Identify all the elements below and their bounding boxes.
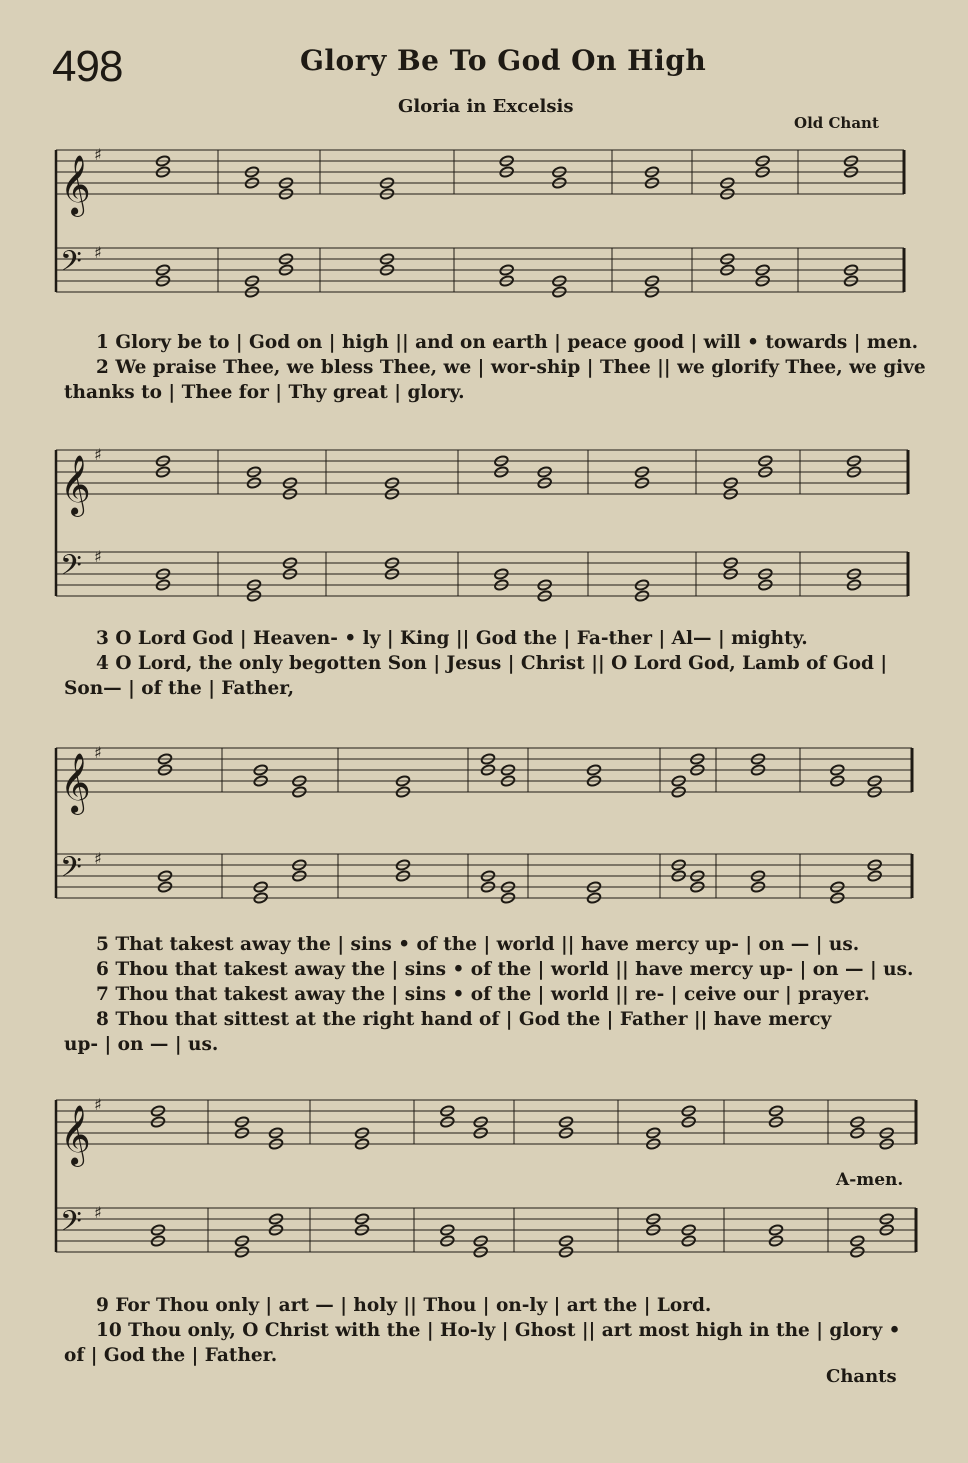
music-system-1: [48, 138, 918, 310]
verse-line: Son— | of the | Father,: [64, 678, 295, 699]
svg-text:♯: ♯: [94, 243, 102, 262]
svg-text:♯: ♯: [94, 743, 102, 762]
music-staff-image: [48, 1090, 928, 1270]
verse-line: up- | on — | us.: [64, 1034, 219, 1055]
verse-block-3: [64, 932, 914, 1057]
verse-block-4: [64, 1293, 914, 1368]
svg-text:♯: ♯: [94, 445, 102, 464]
music-staff-image: [48, 434, 918, 614]
verse-line: 7 Thou that takest away the | sins • of the | world || re- | ceive our | prayer.: [96, 984, 870, 1005]
music-system-3: [48, 734, 918, 916]
music-system-2: [48, 434, 918, 614]
verse-line: thanks to | Thee for | Thy great | glory.: [64, 382, 465, 403]
composer-credit: Old Chant: [794, 114, 879, 132]
verse-line: of | God the | Father.: [64, 1345, 278, 1366]
hymn-title: Glory Be To God On High: [300, 44, 707, 77]
svg-text:𝄞: 𝄞: [60, 1105, 91, 1165]
verse-line: 9 For Thou only | art — | holy || Thou | on-ly | art the | Lord.: [96, 1295, 712, 1316]
svg-text:♯: ♯: [94, 547, 102, 566]
verse-line: 2 We praise Thee, we bless Thee, we | wor-ship | Thee || we glorify Thee, we give: [96, 357, 926, 378]
music-staff-image: [48, 138, 918, 310]
music-system-4: [48, 1090, 928, 1270]
svg-text:𝄞: 𝄞: [60, 455, 91, 515]
hymn-number: 498: [52, 42, 123, 91]
verse-line: 5 That takest away the | sins • of the | world || have mercy up- | on — | us.: [96, 934, 860, 955]
section-footer: Chants: [826, 1366, 897, 1387]
svg-text:𝄢: 𝄢: [60, 1205, 82, 1245]
verse-line: 3 O Lord God | Heaven- • ly | King || God the | Fa-ther | Al— | mighty.: [96, 628, 808, 649]
hymn-subtitle: Gloria in Excelsis: [398, 96, 574, 117]
svg-text:𝄢: 𝄢: [60, 851, 82, 891]
svg-text:𝄢: 𝄢: [60, 245, 82, 285]
music-staff-image: [48, 734, 918, 916]
svg-text:𝄞: 𝄞: [60, 155, 91, 215]
amen-label: A-men.: [836, 1170, 904, 1190]
verse-block-1: [64, 330, 926, 405]
verse-line: 8 Thou that sittest at the right hand of | God the | Father || have mercy: [96, 1009, 832, 1030]
verse-line: 10 Thou only, O Christ with the | Ho-ly | Ghost || art most high in the | glory •: [96, 1320, 901, 1341]
verse-block-2: [64, 626, 914, 701]
svg-text:♯: ♯: [94, 849, 102, 868]
svg-text:♯: ♯: [94, 145, 102, 164]
svg-text:♯: ♯: [94, 1203, 102, 1222]
verse-line: 1 Glory be to | God on | high || and on earth | peace good | will • towards | men.: [96, 332, 919, 353]
svg-text:𝄞: 𝄞: [60, 753, 91, 813]
verse-line: 6 Thou that takest away the | sins • of the | world || have mercy up- | on — | us.: [96, 959, 914, 980]
svg-text:♯: ♯: [94, 1095, 102, 1114]
svg-text:𝄢: 𝄢: [60, 549, 82, 589]
verse-line: 4 O Lord, the only begotten Son | Jesus | Christ || O Lord God, Lamb of God |: [96, 653, 888, 674]
